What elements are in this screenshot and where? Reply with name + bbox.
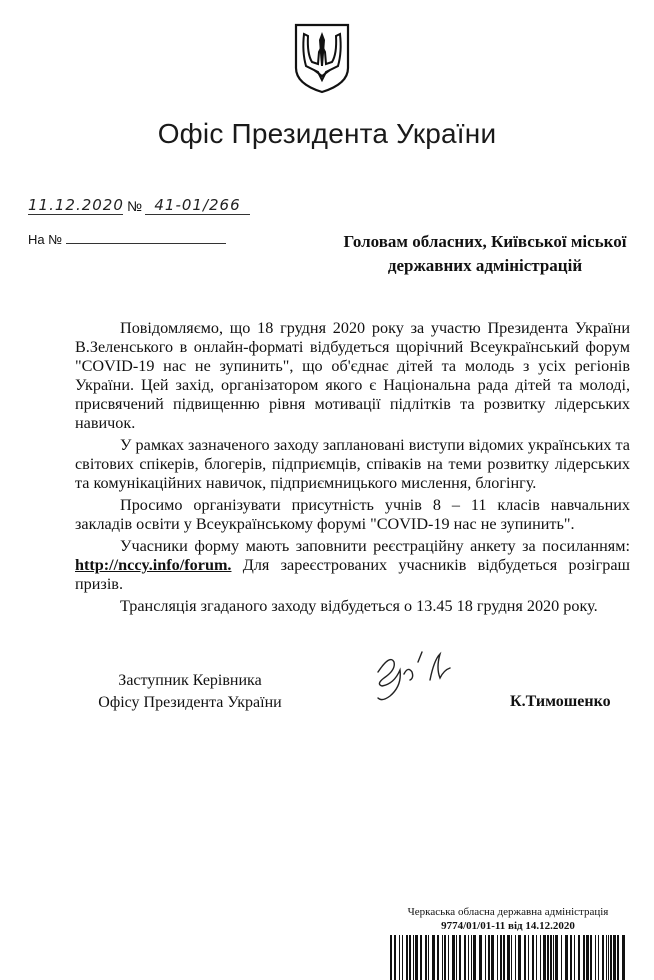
paragraph-1: Повідомляємо, що 18 грудня 2020 року за участю Президента України В.Зеленського в онлайн-форматі відбудеться щорічний Всеукраїнський форум "COVID-19 нас не зупинить", що об'єднає дітей та молодь з усіх регіонів України. Цей захід, організатором якого є Національна рада дітей та молоді, присвячений підвищенню рівня мотивації підлітків та розвитку лідерських навичок. xyxy=(75,319,630,432)
paragraph-5: Трансляція згаданого заходу відбудеться о 13.45 18 грудня 2020 року. xyxy=(120,597,598,615)
paragraph-2: У рамках зазначеного заходу заплановані виступи відомих українських та світових спікерів, блогерів, підприємців, співаків на теми розвитку лідерських та комунікаційних навичок, підприємницького мислення, блогінгу. xyxy=(75,436,630,492)
addressee-line-1: Головам обласних, Київської міської xyxy=(343,232,627,251)
paragraph-4 xyxy=(75,537,630,594)
reference-line xyxy=(28,232,226,247)
paragraph-3: Просимо організувати присутність учнів 8 – 11 класів навчальних закладів освіти у Всеукраїнському форумі "COVID-19 нас не зупинить". xyxy=(75,496,630,533)
reference-label: На № xyxy=(28,232,63,247)
stamp-registration: 9774/01/01-11 від 14.12.2020 xyxy=(441,920,575,932)
letter-body xyxy=(75,319,630,619)
position-line-2: Офісу Президента України xyxy=(98,694,282,711)
paragraph-4-text: Учасники форму мають заповнити реєстраційну анкету за посиланням: xyxy=(120,537,630,555)
registration-number: 41-01/266 xyxy=(145,196,250,215)
tryzub-emblem-icon xyxy=(292,22,352,94)
signatory-name: К.Тимошенко xyxy=(510,693,611,710)
signatory-position xyxy=(75,670,305,714)
barcode xyxy=(388,935,628,980)
registration-stamp xyxy=(393,905,623,933)
addressee xyxy=(330,230,640,278)
registration-number-label: № xyxy=(127,198,143,214)
handwritten-signature xyxy=(360,640,460,710)
reference-blank xyxy=(66,234,226,244)
addressee-line-2: державних адміністрацій xyxy=(387,256,583,275)
office-title: Офіс Президента України xyxy=(157,118,497,149)
registration-date: 11.12.2020 xyxy=(28,196,124,214)
registration-form-link[interactable]: http://nccy.info/forum. xyxy=(75,556,232,574)
paragraph-4-text-end: Для зареєстрованих учасників відбудеться розіграш призів. xyxy=(75,556,630,593)
stamp-organization: Черкаська обласна державна адміністрація xyxy=(407,906,609,918)
position-line-1: Заступник Керівника xyxy=(118,672,262,689)
